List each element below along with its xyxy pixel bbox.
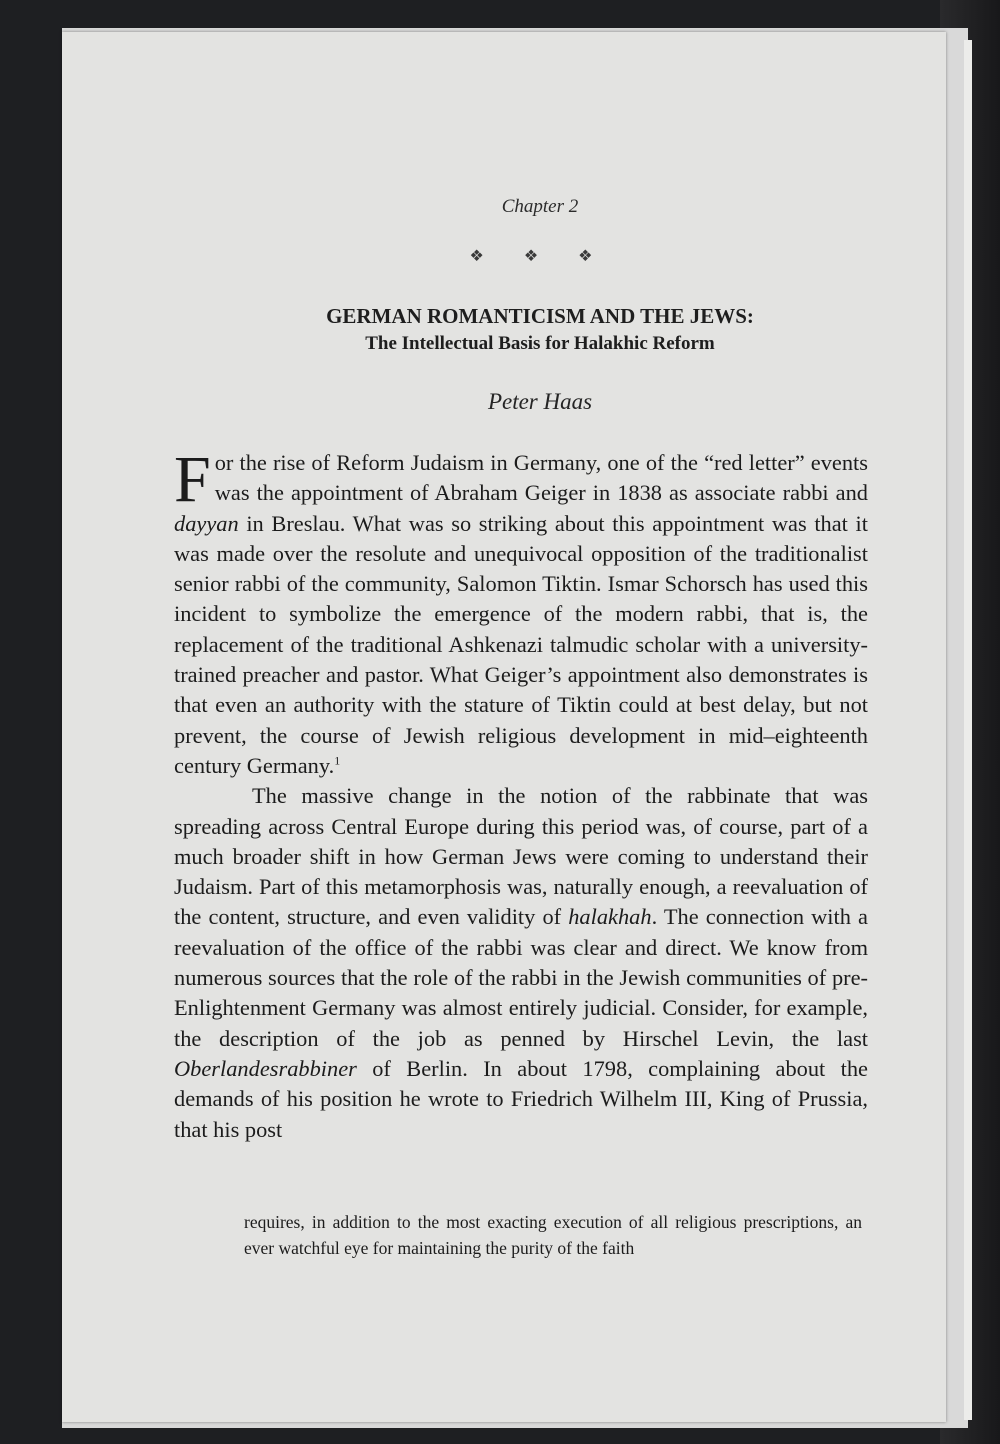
- paragraph-1-text-a: or the rise of Reform Judaism in Germany, one of the “red letter” events was the appointment of Abraham Geiger in 1838 as associate rabbi and: [214, 450, 868, 506]
- block-quote: requires, in addition to the most exacting execution of all religious prescriptions, an ever watchful eye for maintaining the purity of the faith: [244, 1212, 862, 1258]
- paragraph-2-text-c: of Berlin. In about 1798, complaining about the demands of his position he wrote to Friedrich Wilhelm III, King of Prussia, that his post: [174, 1055, 868, 1142]
- paragraph-2-text-a: The massive change in the notion of the rabbinate that was spreading across Central Europe during this period was, of course, part of a much broader shift in how German Jews were coming to understand their Judaism. Part of this metamorphosis was, naturally enough, a reevaluation of the content, structure, and even validity of: [174, 783, 868, 930]
- paragraph-1-italic-term: dayyan: [174, 510, 239, 536]
- footnote-marker: 1: [334, 753, 341, 768]
- ornament-divider: ❖ ❖ ❖: [469, 248, 611, 265]
- author-name: Peter Haas: [487, 389, 593, 414]
- paragraph-1-text-b: in Breslau. What was so striking about this appointment was that it was made over the resolute and unequivocal opposition of the traditionalist senior rabbi of the community, Salomon Tiktin. Ismar Schorsch has used this incident to symbolize the emergence of the modern rabbi, that is, the replacement of the traditional Ashkenazi talmudic scholar with a university-trained preacher and pastor. What Geiger’s appointment also demonstrates is that even an authority with the stature of Tiktin could at best delay, but not prevent, the course of Jewish religious development in mid–eighteenth century Germany.: [174, 510, 868, 778]
- chapter-subtitle: The Intellectual Basis for Halakhic Reform: [365, 333, 715, 354]
- paragraph-2: [174, 781, 868, 1145]
- chapter-label: Chapter 2: [501, 196, 579, 217]
- drop-cap: F: [174, 443, 211, 516]
- paragraph-1: [174, 443, 868, 781]
- paragraph-2-italic-term-b: Oberlandesrabbiner: [174, 1055, 357, 1081]
- chapter-title: GERMAN ROMANTICISM AND THE JEWS:: [326, 304, 754, 328]
- paragraph-2-italic-term-a: halakhah: [568, 904, 652, 930]
- paragraph-2-text-b: . The connection with a reevaluation of the office of the rabbi was clear and direct. We know from numerous sources that the role of the rabbi in the Jewish communities of pre-Enlightenment Germany was almost entirely judicial. Consider, for example, the description of the job as penned by Hirschel Levin, the last: [174, 904, 868, 1051]
- body-text: [174, 443, 868, 1145]
- next-page-edge: [964, 40, 972, 1420]
